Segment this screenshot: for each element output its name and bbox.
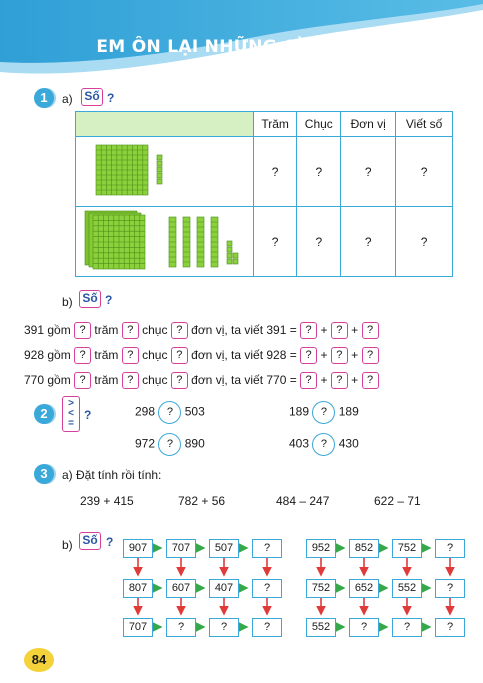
page-title: EM ÔN LẠI NHỮNG GÌ ĐÃ HỌC [96,37,387,57]
compare-answer[interactable]: ? [312,401,335,424]
ex2-question-mark: ? [84,408,92,422]
chain-left-r2-c1: 807 [123,579,153,598]
compare-pair-3: 972 ? 890 [135,433,205,456]
chain-left-r1-c3: 507 [209,539,239,558]
compare-symbols-box: > < = [62,396,80,432]
operation-2: 782 + 56 [178,494,226,508]
page-number: 84 [24,648,54,672]
exercise-2-badge: 2 [34,404,54,424]
ex1-question-mark: ? [107,91,115,105]
answer-box[interactable]: ? [362,347,379,364]
chain-left-r3-c2[interactable]: ? [166,618,196,637]
answer-box[interactable]: ? [171,322,188,339]
answer-box[interactable]: ? [74,347,91,364]
chain-left-r3-c1: 707 [123,618,153,637]
chain-left-r1-c1: 907 [123,539,153,558]
answer-box[interactable]: ? [171,347,188,364]
operation-1: 239 + 415 [80,494,134,508]
cell-r1-donvi[interactable]: ? [341,137,396,207]
compare-answer[interactable]: ? [158,433,181,456]
chain-left-r1-c2: 707 [166,539,196,558]
chain-left-r2-c3: 407 [209,579,239,598]
ex3-b-label: b) [62,538,73,552]
chain-right-r3-c2[interactable]: ? [349,618,379,637]
decomposition-line-3: 770 gồm ? trăm ? chục ? đơn vị, ta viết 770 = ? + ? + ? [24,370,379,390]
header-chuc: Chục [297,112,341,137]
ex1-b-label: b) [62,295,73,309]
compare-pair-2: 189 ? 189 [289,401,359,424]
compare-pair-1: 298 ? 503 [135,401,205,424]
ex1b-question-mark: ? [105,293,113,307]
chain-right-r2-c4[interactable]: ? [435,579,465,598]
chain-left-r3-c3[interactable]: ? [209,618,239,637]
header-vietso: Viết số [396,112,453,137]
answer-box[interactable]: ? [331,322,348,339]
answer-box[interactable]: ? [122,372,139,389]
chain-right-r1-c4[interactable]: ? [435,539,465,558]
chain-left-r1-c4[interactable]: ? [252,539,282,558]
chain-right-r1-c3: 752 [392,539,422,558]
cell-r2-vietso[interactable]: ? [396,207,453,277]
cell-r2-donvi[interactable]: ? [341,207,396,277]
answer-box[interactable]: ? [171,372,188,389]
cell-r1-vietso[interactable]: ? [396,137,453,207]
exercise-3-badge: 3 [34,464,54,484]
answer-box[interactable]: ? [331,347,348,364]
operation-3: 484 – 247 [276,494,330,508]
decomposition-line-1: 391 gồm ? trăm ? chục ? đơn vị, ta viết 391 = ? + ? + ? [24,320,379,340]
chain-right-r2-c3: 552 [392,579,422,598]
answer-box[interactable]: ? [74,372,91,389]
ex1-a-label: a) [62,92,73,106]
chain-left-r2-c2: 607 [166,579,196,598]
chain-right-r3-c1: 552 [306,618,336,637]
answer-box[interactable]: ? [300,322,317,339]
chain-right-r3-c3[interactable]: ? [392,618,422,637]
answer-box[interactable]: ? [74,322,91,339]
operation-4: 622 – 71 [374,494,421,508]
compare-answer[interactable]: ? [158,401,181,424]
chain-right-r2-c2: 652 [349,579,379,598]
answer-box[interactable]: ? [300,347,317,364]
answer-box[interactable]: ? [362,372,379,389]
header-donvi: Đơn vị [341,112,396,137]
answer-box[interactable]: ? [362,322,379,339]
chain-left-r2-c4[interactable]: ? [252,579,282,598]
cell-r1-tram[interactable]: ? [254,137,297,207]
compare-answer[interactable]: ? [312,433,335,456]
ex1-so-box: Số [81,88,103,106]
header-tram: Trăm [254,112,297,137]
answer-box[interactable]: ? [331,372,348,389]
ex3-a-instruction: a) Đặt tính rồi tính: [62,468,162,482]
cell-r1-chuc[interactable]: ? [297,137,341,207]
compare-pair-4: 403 ? 430 [289,433,359,456]
ex3b-question-mark: ? [106,535,114,549]
chain-right-r1-c1: 952 [306,539,336,558]
cell-r2-tram[interactable]: ? [254,207,297,277]
cell-r2-chuc[interactable]: ? [297,207,341,277]
answer-box[interactable]: ? [300,372,317,389]
chain-right-r2-c1: 752 [306,579,336,598]
chain-left-r3-c4[interactable]: ? [252,618,282,637]
ex3b-so-box: Số [79,532,101,550]
exercise-1-badge: 1 [34,88,54,108]
answer-box[interactable]: ? [122,322,139,339]
answer-box[interactable]: ? [122,347,139,364]
chain-right-r3-c4[interactable]: ? [435,618,465,637]
ex1b-so-box: Số [79,290,101,308]
decomposition-line-2: 928 gồm ? trăm ? chục ? đơn vị, ta viết 928 = ? + ? + ? [24,345,379,365]
chain-right-r1-c2: 852 [349,539,379,558]
